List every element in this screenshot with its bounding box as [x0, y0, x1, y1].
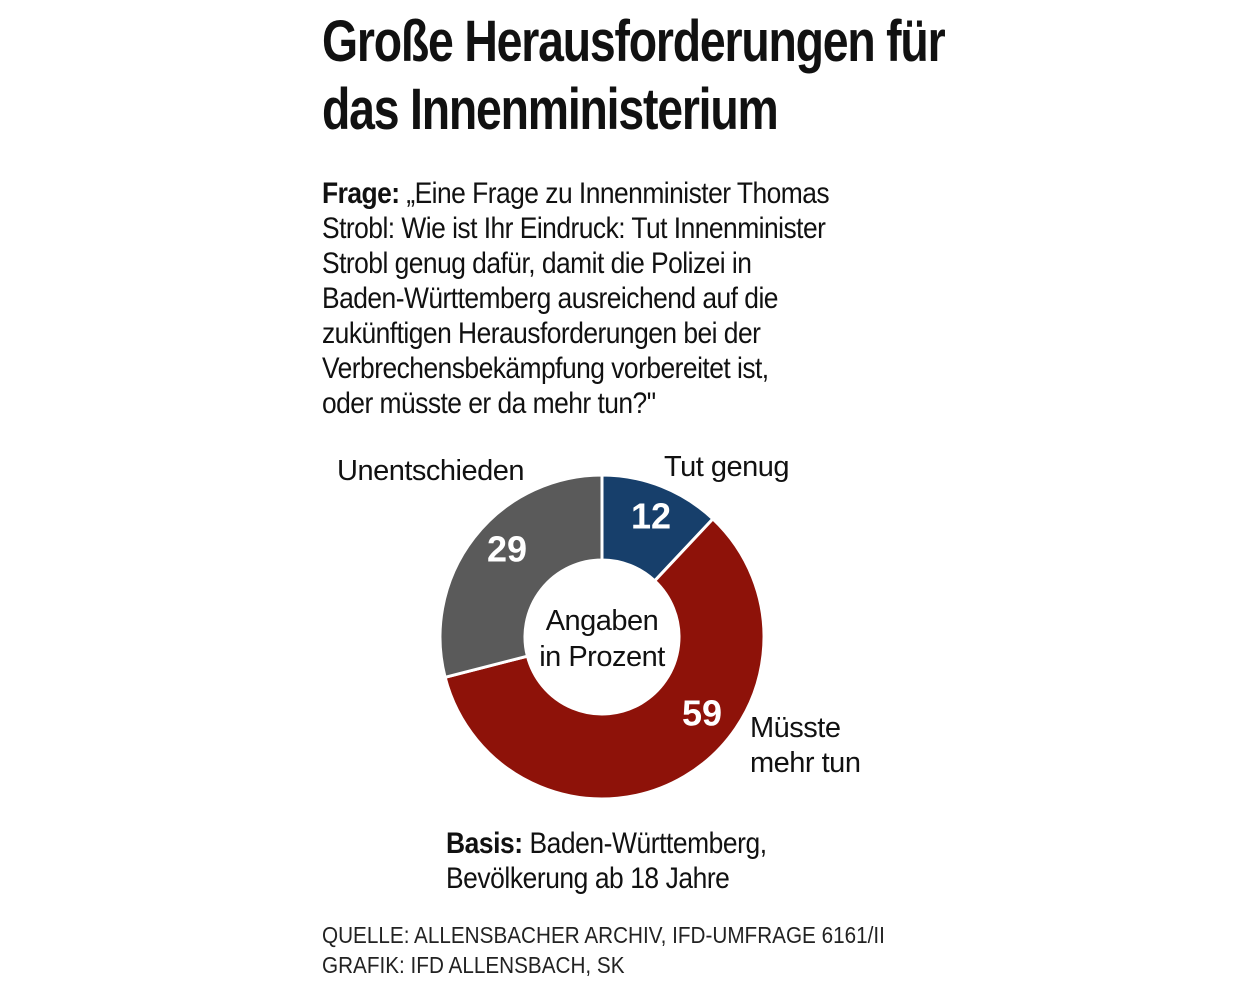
- basis-line-1: Baden-Württemberg,: [529, 827, 767, 860]
- source-line-1: QUELLE: ALLENSBACHER ARCHIV, IFD-UMFRAGE 6161/II: [322, 922, 885, 948]
- center-label-line-2: in Prozent: [539, 641, 665, 673]
- question-label: Frage:: [322, 177, 400, 210]
- category-label-2: Müsste mehr tun: [750, 712, 861, 779]
- center-label-line-1: Angaben: [545, 605, 659, 637]
- question-line-2: Strobl: Wie ist Ihr Eindruck: Tut Innenminister: [322, 212, 826, 245]
- title-line-2: das Innenministerium: [322, 77, 778, 142]
- category-label-3: Unentschieden: [337, 455, 524, 487]
- basis-line-2: Bevölkerung ab 18 Jahre: [446, 862, 730, 895]
- question-line-7: oder müsste er da mehr tun?": [322, 387, 656, 420]
- question-line-4: Baden-Württemberg ausreichend auf die: [322, 282, 778, 315]
- value-label-3: 29: [486, 528, 528, 570]
- question-line-3: Strobl genug dafür, damit die Polizei in: [322, 247, 752, 280]
- category-label-1: Tut genug: [664, 451, 790, 483]
- title-line-1: Große Herausforderungen für: [322, 9, 945, 74]
- question-line-5: zukünftigen Herausforderungen bei der: [322, 317, 761, 350]
- basis-note: [446, 826, 767, 896]
- value-label-2: 59: [681, 692, 723, 734]
- source-line-2: GRAFIK: IFD ALLENSBACH, SK: [322, 952, 625, 978]
- value-label-1: 12: [630, 495, 672, 537]
- question-line-1: „Eine Frage zu Innenminister Thomas: [406, 177, 830, 210]
- basis-label: Basis:: [446, 827, 523, 860]
- source-note: [322, 920, 885, 980]
- question-line-6: Verbrechensbekämpfung vorbereitet ist,: [322, 352, 769, 385]
